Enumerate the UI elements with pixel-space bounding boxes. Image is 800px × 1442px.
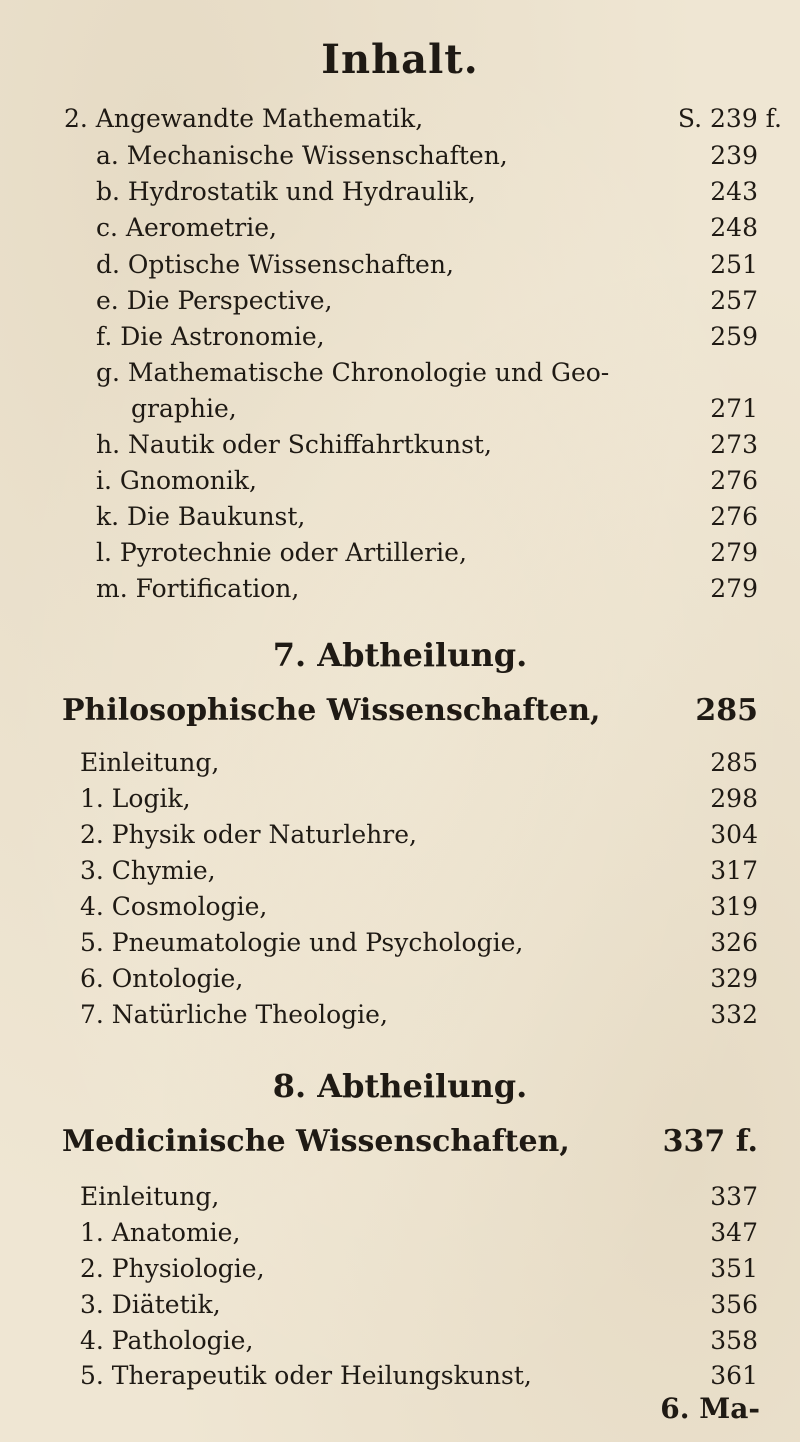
toc-label: 7. Natürliche Theologie, [80, 1000, 388, 1029]
toc-entry [96, 286, 758, 316]
toc-entry [80, 1182, 758, 1212]
toc-page: 332 [710, 1000, 758, 1029]
toc-entry [96, 538, 758, 568]
toc-entry-math-title [64, 104, 782, 134]
toc-label: graphie, [131, 394, 237, 423]
toc-label: 5. Therapeutik oder Heilungskunst, [80, 1361, 532, 1390]
toc-label: 3. Chymie, [80, 856, 216, 885]
toc-page: 304 [710, 820, 758, 849]
toc-entry [80, 1290, 758, 1320]
toc-label: b. Hydrostatik und Hydraulik, [96, 177, 476, 206]
toc-label: f. Die Astronomie, [96, 322, 325, 351]
toc-label: 3. Diätetik, [80, 1290, 221, 1319]
toc-label: 2. Physiologie, [80, 1254, 265, 1283]
section-subject [62, 1124, 758, 1159]
catchword: 6. Ma- [660, 1392, 760, 1425]
subject-label: Philosophische Wissenschaften, [62, 693, 601, 728]
toc-page: 319 [710, 892, 758, 921]
toc-entry [96, 502, 758, 532]
toc-page: 361 [710, 1361, 758, 1390]
subject-label: Medicinische Wissenschaften, [62, 1124, 570, 1159]
toc-entry [96, 141, 758, 171]
toc-entry [96, 574, 758, 604]
section-subject [62, 693, 758, 728]
toc-label: 1. Logik, [80, 784, 191, 813]
section-heading: 8. Abtheilung. [272, 1067, 528, 1105]
toc-page: 347 [710, 1218, 758, 1247]
toc-label: g. Mathematische Chronologie und Geo- [96, 358, 610, 387]
toc-entry [80, 928, 758, 958]
toc-label: h. Nautik oder Schiffahrtkunst, [96, 430, 492, 459]
toc-entry [131, 394, 758, 424]
toc-label: 6. Ontologie, [80, 964, 244, 993]
toc-entry [96, 430, 758, 460]
toc-entry [96, 466, 758, 496]
toc-page: 356 [710, 1290, 758, 1319]
toc-label: d. Optische Wissenschaften, [96, 250, 454, 279]
toc-label: l. Pyrotechnie oder Artillerie, [96, 538, 467, 567]
toc-page: 251 [710, 250, 758, 279]
toc-page: 276 [710, 466, 758, 495]
toc-entry [80, 1326, 758, 1356]
toc-page: 243 [710, 177, 758, 206]
toc-entry [80, 1218, 758, 1248]
toc-page: 285 [710, 748, 758, 777]
toc-label: i. Gnomonik, [96, 466, 257, 495]
toc-page: S. 239 f. [677, 104, 782, 133]
toc-page: 273 [710, 430, 758, 459]
toc-label: 1. Anatomie, [80, 1218, 241, 1247]
toc-entry [96, 250, 758, 280]
toc-entry [80, 1361, 758, 1391]
toc-label: c. Aerometrie, [96, 213, 277, 242]
toc-entry [80, 892, 758, 922]
toc-entry [80, 784, 758, 814]
toc-label: 2. Angewandte Mathematik, [64, 104, 424, 133]
toc-page: 279 [710, 574, 758, 603]
subject-page: 337 f. [662, 1124, 758, 1159]
toc-entry [80, 820, 758, 850]
toc-page: 279 [710, 538, 758, 567]
toc-label: 5. Pneumatologie und Psychologie, [80, 928, 524, 957]
toc-page: 239 [710, 141, 758, 170]
toc-page: 276 [710, 502, 758, 531]
toc-entry [96, 213, 758, 243]
section-heading: 7. Abtheilung. [272, 636, 528, 674]
toc-entry [80, 1000, 758, 1030]
toc-label: 4. Pathologie, [80, 1326, 254, 1355]
toc-page: 351 [710, 1254, 758, 1283]
toc-page: 358 [710, 1326, 758, 1355]
toc-label: m. Fortification, [96, 574, 300, 603]
toc-page: 298 [710, 784, 758, 813]
toc-label: Einleitung, [80, 1182, 220, 1211]
toc-entry [80, 964, 758, 994]
toc-entry [80, 748, 758, 778]
toc-page: 271 [710, 394, 758, 423]
toc-label: k. Die Baukunst, [96, 502, 306, 531]
toc-label: a. Mechanische Wissenschaften, [96, 141, 508, 170]
toc-page: 317 [710, 856, 758, 885]
toc-label: 2. Physik oder Naturlehre, [80, 820, 417, 849]
toc-page: 326 [710, 928, 758, 957]
toc-label: e. Die Perspective, [96, 286, 333, 315]
toc-entry [80, 856, 758, 886]
toc-page: 257 [710, 286, 758, 315]
toc-page: 248 [710, 213, 758, 242]
toc-entry [80, 1254, 758, 1284]
toc-label: Einleitung, [80, 748, 220, 777]
toc-entry [96, 177, 758, 207]
toc-label: 4. Cosmologie, [80, 892, 268, 921]
subject-page: 285 [695, 693, 758, 728]
toc-page: 337 [710, 1182, 758, 1211]
toc-entry [96, 322, 758, 352]
toc-page: 329 [710, 964, 758, 993]
page-header: Inhalt. [321, 36, 479, 83]
toc-page: 259 [710, 322, 758, 351]
